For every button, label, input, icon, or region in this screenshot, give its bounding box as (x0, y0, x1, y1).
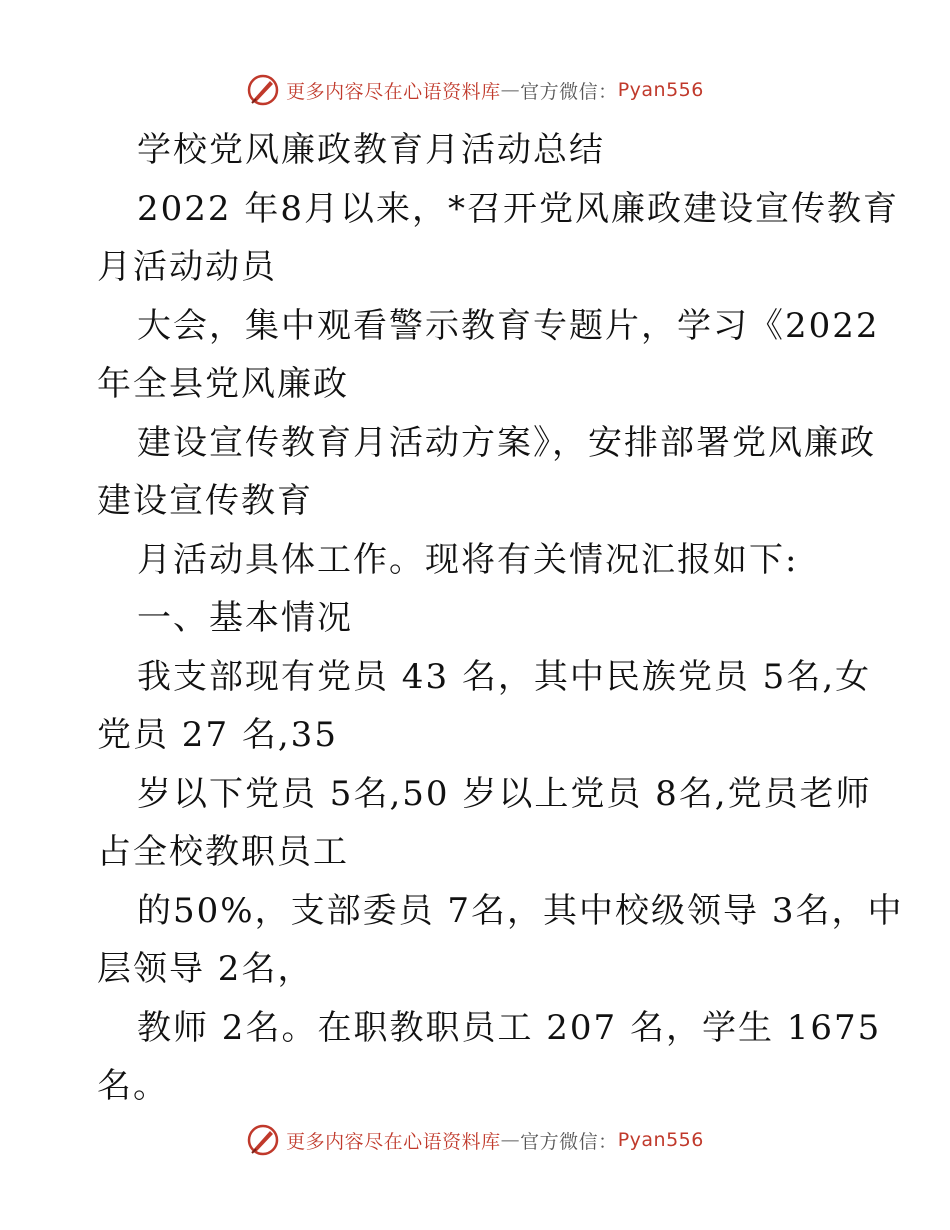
banner-separator: — (500, 79, 521, 101)
paragraph-line: 大会，集中观看警示教育专题片，学习《2022 (137, 305, 880, 346)
paragraph-line: 年全县党风廉政 (97, 364, 349, 404)
footer-watermark-banner (0, 1120, 950, 1160)
document-title: 学校党风廉政教育月活动总结 (137, 130, 605, 170)
paragraph-line: 建设宣传教育 (97, 481, 313, 521)
paragraph-line: 层领导 2名， (97, 949, 314, 989)
banner-account-label: 官方微信： (520, 1130, 618, 1153)
paragraph-line: 月活动动员 (97, 247, 277, 287)
quill-pen-logo-icon (246, 1123, 280, 1157)
paragraph-line: 我支部现有党员 43 名，其中民族党员 5名,女 (137, 656, 872, 697)
banner-separator: — (500, 1129, 521, 1151)
banner-account-id: Pyan556 (617, 1129, 704, 1151)
header-watermark-banner (0, 70, 950, 110)
paragraph-line: 月活动具体工作。现将有关情况汇报如下: (137, 539, 799, 580)
quill-pen-logo-icon (246, 73, 280, 107)
banner-main-text: 更多内容尽在心语资料库 (286, 80, 501, 103)
paragraph-line: 的50%，支部委员 7名，其中校级领导 3名，中 (137, 890, 904, 931)
paragraph-line: 占全校教职员工 (97, 832, 349, 872)
paragraph-line: 党员 27 名,35 (97, 715, 338, 755)
banner-account-id: Pyan556 (617, 79, 704, 101)
banner-main-text: 更多内容尽在心语资料库 (286, 1130, 501, 1153)
paragraph-line: 岁以下党员 5名,50 岁以上党员 8名,党员老师 (137, 773, 872, 814)
paragraph-line: 2022 年8月以来，*召开党风廉政建设宣传教育 (137, 188, 899, 229)
document-body (97, 121, 904, 1116)
section-heading: 一、基本情况 (137, 598, 353, 638)
paragraph-line: 教师 2名。在职教职员工 207 名，学生 1675 (137, 1007, 882, 1048)
banner-account-label: 官方微信： (520, 80, 618, 103)
paragraph-line: 名。 (97, 1066, 169, 1106)
paragraph-line: 建设宣传教育月活动方案》，安排部署党风廉政 (137, 422, 876, 463)
